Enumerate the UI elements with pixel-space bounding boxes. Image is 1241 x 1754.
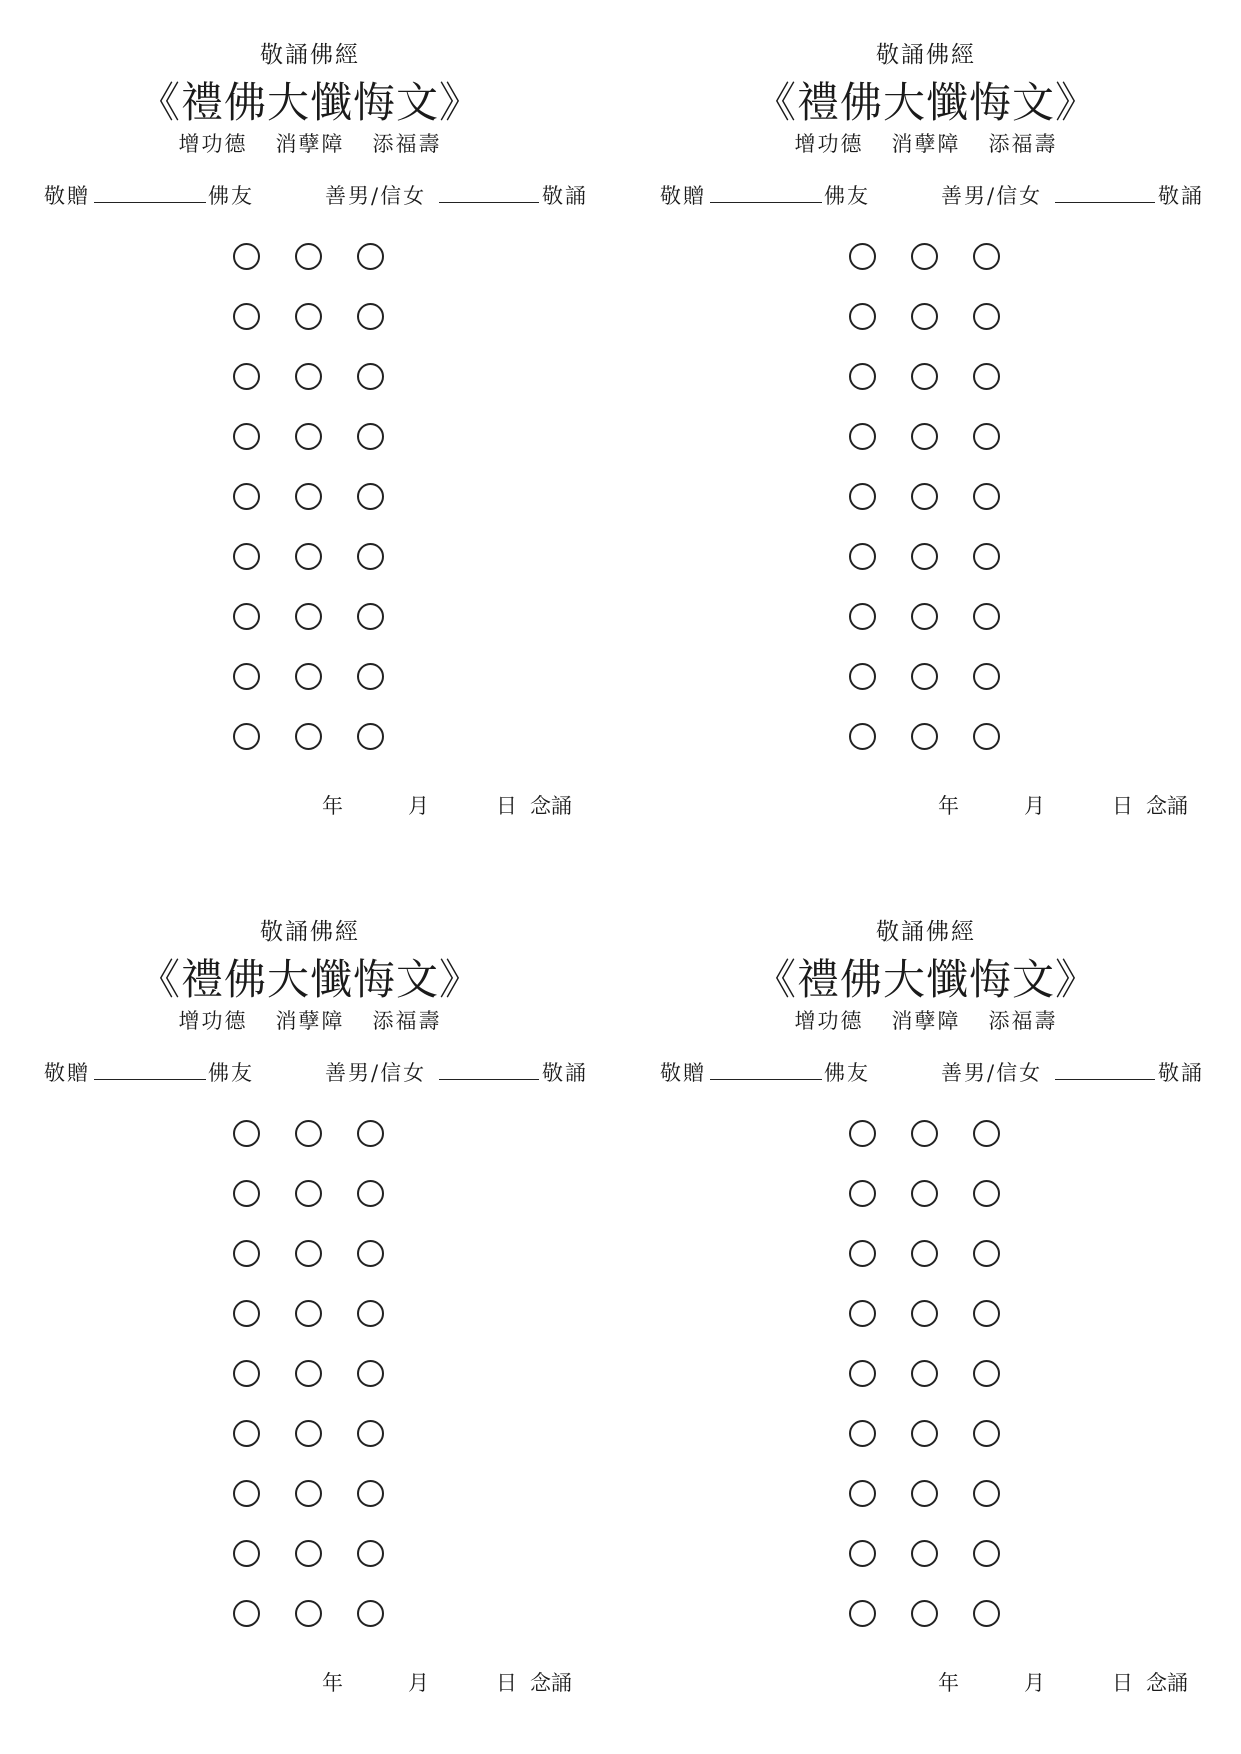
tally-circle[interactable] bbox=[233, 303, 260, 330]
blessing-fortune: 添福壽 bbox=[988, 132, 1058, 156]
tally-circle[interactable] bbox=[911, 1300, 938, 1327]
tally-circle[interactable] bbox=[233, 1180, 260, 1207]
tally-circle[interactable] bbox=[233, 603, 260, 630]
tally-circle[interactable] bbox=[911, 663, 938, 690]
tally-circle[interactable] bbox=[295, 423, 322, 450]
tally-circle[interactable] bbox=[911, 243, 938, 270]
tally-circle[interactable] bbox=[295, 723, 322, 750]
date-recite-label: 念誦 bbox=[1146, 1671, 1188, 1695]
tally-circle[interactable] bbox=[295, 603, 322, 630]
tally-circle[interactable] bbox=[911, 723, 938, 750]
date-year-label: 年 bbox=[322, 794, 343, 818]
tally-circle[interactable] bbox=[295, 1540, 322, 1567]
tally-circle[interactable] bbox=[849, 1480, 876, 1507]
sutra-title: 《禮佛大懺悔文》 bbox=[753, 78, 1098, 127]
tally-circle[interactable] bbox=[849, 1180, 876, 1207]
tally-circle[interactable] bbox=[973, 1360, 1000, 1387]
date-month-label: 月 bbox=[408, 794, 429, 818]
tally-circle[interactable] bbox=[911, 1420, 938, 1447]
date-month-label: 月 bbox=[1024, 794, 1045, 818]
dedication-gender-label: 善男/信女 bbox=[941, 1061, 1043, 1085]
tally-circle[interactable] bbox=[911, 1180, 938, 1207]
tally-circle[interactable] bbox=[233, 663, 260, 690]
tally-circle[interactable] bbox=[233, 1480, 260, 1507]
dedication-card-top-right bbox=[626, 0, 1226, 860]
tally-circle[interactable] bbox=[357, 1420, 384, 1447]
recitation-tally-grid bbox=[849, 1120, 1019, 1600]
card-kicker: 敬誦佛經 bbox=[876, 42, 976, 68]
tally-circle[interactable] bbox=[357, 483, 384, 510]
tally-circle[interactable] bbox=[911, 363, 938, 390]
tally-circle[interactable] bbox=[357, 603, 384, 630]
tally-circle[interactable] bbox=[849, 1360, 876, 1387]
date-line bbox=[626, 790, 1226, 820]
tally-circle[interactable] bbox=[849, 363, 876, 390]
tally-circle[interactable] bbox=[357, 723, 384, 750]
tally-circle[interactable] bbox=[973, 1120, 1000, 1147]
tally-circle[interactable] bbox=[911, 1360, 938, 1387]
tally-circle[interactable] bbox=[233, 423, 260, 450]
recitation-tally-grid bbox=[233, 243, 403, 723]
sutra-title: 《禮佛大懺悔文》 bbox=[137, 78, 482, 127]
date-year-label: 年 bbox=[938, 1671, 959, 1695]
tally-circle[interactable] bbox=[973, 1300, 1000, 1327]
tally-circle[interactable] bbox=[357, 1480, 384, 1507]
tally-circle[interactable] bbox=[233, 1120, 260, 1147]
tally-circle[interactable] bbox=[911, 483, 938, 510]
tally-circle[interactable] bbox=[357, 363, 384, 390]
tally-circle[interactable] bbox=[911, 603, 938, 630]
blessing-karma: 消孽障 bbox=[275, 132, 345, 156]
dedication-friend-label: 佛友 bbox=[208, 1061, 254, 1085]
tally-circle[interactable] bbox=[849, 423, 876, 450]
tally-circle[interactable] bbox=[233, 1300, 260, 1327]
dedication-card-bottom-right bbox=[626, 877, 1226, 1737]
tally-circle[interactable] bbox=[295, 1480, 322, 1507]
tally-circle[interactable] bbox=[357, 1600, 384, 1627]
blessings-line bbox=[626, 1005, 1226, 1035]
dedication-line bbox=[44, 180, 604, 210]
sutra-title: 《禮佛大懺悔文》 bbox=[137, 955, 482, 1004]
dedication-recite-label: 敬誦 bbox=[542, 184, 588, 208]
tally-circle[interactable] bbox=[295, 483, 322, 510]
reciter-name-blank[interactable] bbox=[439, 180, 539, 203]
dedication-give-label: 敬贈 bbox=[660, 184, 706, 208]
sutra-title: 《禮佛大懺悔文》 bbox=[753, 955, 1098, 1004]
date-day-label: 日 bbox=[496, 794, 517, 818]
tally-circle[interactable] bbox=[357, 1180, 384, 1207]
reciter-name-blank[interactable] bbox=[1055, 180, 1155, 203]
tally-circle[interactable] bbox=[911, 543, 938, 570]
tally-circle[interactable] bbox=[233, 1360, 260, 1387]
reciter-name-blank[interactable] bbox=[1055, 1057, 1155, 1080]
tally-circle[interactable] bbox=[973, 1240, 1000, 1267]
tally-circle[interactable] bbox=[849, 1420, 876, 1447]
dedication-give-label: 敬贈 bbox=[44, 184, 90, 208]
date-year-label: 年 bbox=[938, 794, 959, 818]
date-day-label: 日 bbox=[496, 1671, 517, 1695]
dedication-gender-label: 善男/信女 bbox=[325, 1061, 427, 1085]
recipient-name-blank[interactable] bbox=[94, 180, 206, 203]
tally-circle[interactable] bbox=[295, 543, 322, 570]
tally-circle[interactable] bbox=[233, 243, 260, 270]
recipient-name-blank[interactable] bbox=[710, 1057, 822, 1080]
tally-circle[interactable] bbox=[295, 663, 322, 690]
dedication-recite-label: 敬誦 bbox=[542, 1061, 588, 1085]
tally-circle[interactable] bbox=[295, 1600, 322, 1627]
tally-circle[interactable] bbox=[849, 603, 876, 630]
date-month-label: 月 bbox=[408, 1671, 429, 1695]
dedication-card-bottom-left bbox=[10, 877, 610, 1737]
tally-circle[interactable] bbox=[295, 1360, 322, 1387]
dedication-friend-label: 佛友 bbox=[208, 184, 254, 208]
tally-circle[interactable] bbox=[233, 1540, 260, 1567]
blessing-merit: 增功德 bbox=[794, 1009, 864, 1033]
recipient-name-blank[interactable] bbox=[94, 1057, 206, 1080]
date-month-label: 月 bbox=[1024, 1671, 1045, 1695]
dedication-friend-label: 佛友 bbox=[824, 184, 870, 208]
blessing-fortune: 添福壽 bbox=[988, 1009, 1058, 1033]
tally-circle[interactable] bbox=[295, 363, 322, 390]
dedication-friend-label: 佛友 bbox=[824, 1061, 870, 1085]
tally-circle[interactable] bbox=[973, 1420, 1000, 1447]
tally-circle[interactable] bbox=[295, 303, 322, 330]
dedication-give-label: 敬贈 bbox=[44, 1061, 90, 1085]
blessing-karma: 消孽障 bbox=[891, 1009, 961, 1033]
card-kicker: 敬誦佛經 bbox=[260, 42, 360, 68]
dedication-line bbox=[44, 1057, 604, 1087]
tally-circle[interactable] bbox=[849, 1240, 876, 1267]
card-kicker: 敬誦佛經 bbox=[260, 919, 360, 945]
tally-circle[interactable] bbox=[233, 1420, 260, 1447]
tally-circle[interactable] bbox=[973, 1540, 1000, 1567]
tally-circle[interactable] bbox=[973, 1180, 1000, 1207]
tally-circle[interactable] bbox=[911, 303, 938, 330]
tally-circle[interactable] bbox=[973, 243, 1000, 270]
tally-circle[interactable] bbox=[911, 423, 938, 450]
date-day-label: 日 bbox=[1112, 794, 1133, 818]
tally-circle[interactable] bbox=[357, 423, 384, 450]
dedication-give-label: 敬贈 bbox=[660, 1061, 706, 1085]
dedication-card-top-left bbox=[10, 0, 610, 860]
tally-circle[interactable] bbox=[973, 363, 1000, 390]
card-kicker: 敬誦佛經 bbox=[876, 919, 976, 945]
reciter-name-blank[interactable] bbox=[439, 1057, 539, 1080]
recitation-tally-grid bbox=[849, 243, 1019, 723]
tally-circle[interactable] bbox=[849, 723, 876, 750]
date-recite-label: 念誦 bbox=[1146, 794, 1188, 818]
tally-circle[interactable] bbox=[295, 1300, 322, 1327]
tally-circle[interactable] bbox=[233, 543, 260, 570]
date-year-label: 年 bbox=[322, 1671, 343, 1695]
tally-circle[interactable] bbox=[357, 1240, 384, 1267]
dedication-line bbox=[660, 180, 1220, 210]
tally-circle[interactable] bbox=[849, 1120, 876, 1147]
tally-circle[interactable] bbox=[233, 723, 260, 750]
tally-circle[interactable] bbox=[357, 663, 384, 690]
blessing-karma: 消孽障 bbox=[891, 132, 961, 156]
tally-circle[interactable] bbox=[973, 303, 1000, 330]
tally-circle[interactable] bbox=[973, 1480, 1000, 1507]
tally-circle[interactable] bbox=[357, 1120, 384, 1147]
tally-circle[interactable] bbox=[911, 1240, 938, 1267]
dedication-line bbox=[660, 1057, 1220, 1087]
date-recite-label: 念誦 bbox=[530, 794, 572, 818]
dedication-gender-label: 善男/信女 bbox=[941, 184, 1043, 208]
tally-circle[interactable] bbox=[357, 1540, 384, 1567]
tally-circle[interactable] bbox=[357, 243, 384, 270]
tally-circle[interactable] bbox=[849, 303, 876, 330]
blessings-line bbox=[10, 1005, 610, 1035]
dedication-gender-label: 善男/信女 bbox=[325, 184, 427, 208]
tally-circle[interactable] bbox=[357, 1360, 384, 1387]
date-day-label: 日 bbox=[1112, 1671, 1133, 1695]
tally-circle[interactable] bbox=[295, 243, 322, 270]
date-line bbox=[626, 1667, 1226, 1697]
tally-circle[interactable] bbox=[849, 243, 876, 270]
tally-circle[interactable] bbox=[973, 483, 1000, 510]
date-line bbox=[10, 1667, 610, 1697]
tally-circle[interactable] bbox=[233, 1600, 260, 1627]
tally-circle[interactable] bbox=[849, 1600, 876, 1627]
blessing-merit: 增功德 bbox=[178, 1009, 248, 1033]
tally-circle[interactable] bbox=[233, 483, 260, 510]
tally-circle[interactable] bbox=[849, 1540, 876, 1567]
tally-circle[interactable] bbox=[233, 363, 260, 390]
blessing-fortune: 添福壽 bbox=[372, 132, 442, 156]
tally-circle[interactable] bbox=[357, 1300, 384, 1327]
tally-circle[interactable] bbox=[849, 663, 876, 690]
blessing-fortune: 添福壽 bbox=[372, 1009, 442, 1033]
tally-circle[interactable] bbox=[849, 543, 876, 570]
tally-circle[interactable] bbox=[357, 543, 384, 570]
dedication-recite-label: 敬誦 bbox=[1158, 1061, 1204, 1085]
recitation-tally-grid bbox=[233, 1120, 403, 1600]
blessings-line bbox=[626, 128, 1226, 158]
tally-circle[interactable] bbox=[295, 1240, 322, 1267]
date-recite-label: 念誦 bbox=[530, 1671, 572, 1695]
tally-circle[interactable] bbox=[973, 603, 1000, 630]
tally-circle[interactable] bbox=[911, 1540, 938, 1567]
blessing-merit: 增功德 bbox=[794, 132, 864, 156]
recipient-name-blank[interactable] bbox=[710, 180, 822, 203]
blessing-merit: 增功德 bbox=[178, 132, 248, 156]
tally-circle[interactable] bbox=[973, 663, 1000, 690]
tally-circle[interactable] bbox=[295, 1420, 322, 1447]
tally-circle[interactable] bbox=[233, 1240, 260, 1267]
tally-circle[interactable] bbox=[849, 483, 876, 510]
tally-circle[interactable] bbox=[357, 303, 384, 330]
tally-circle[interactable] bbox=[973, 423, 1000, 450]
tally-circle[interactable] bbox=[911, 1480, 938, 1507]
tally-circle[interactable] bbox=[911, 1600, 938, 1627]
tally-circle[interactable] bbox=[973, 543, 1000, 570]
tally-circle[interactable] bbox=[973, 723, 1000, 750]
blessings-line bbox=[10, 128, 610, 158]
blessing-karma: 消孽障 bbox=[275, 1009, 345, 1033]
tally-circle[interactable] bbox=[295, 1180, 322, 1207]
tally-circle[interactable] bbox=[295, 1120, 322, 1147]
tally-circle[interactable] bbox=[849, 1300, 876, 1327]
tally-circle[interactable] bbox=[911, 1120, 938, 1147]
date-line bbox=[10, 790, 610, 820]
tally-circle[interactable] bbox=[973, 1600, 1000, 1627]
dedication-recite-label: 敬誦 bbox=[1158, 184, 1204, 208]
